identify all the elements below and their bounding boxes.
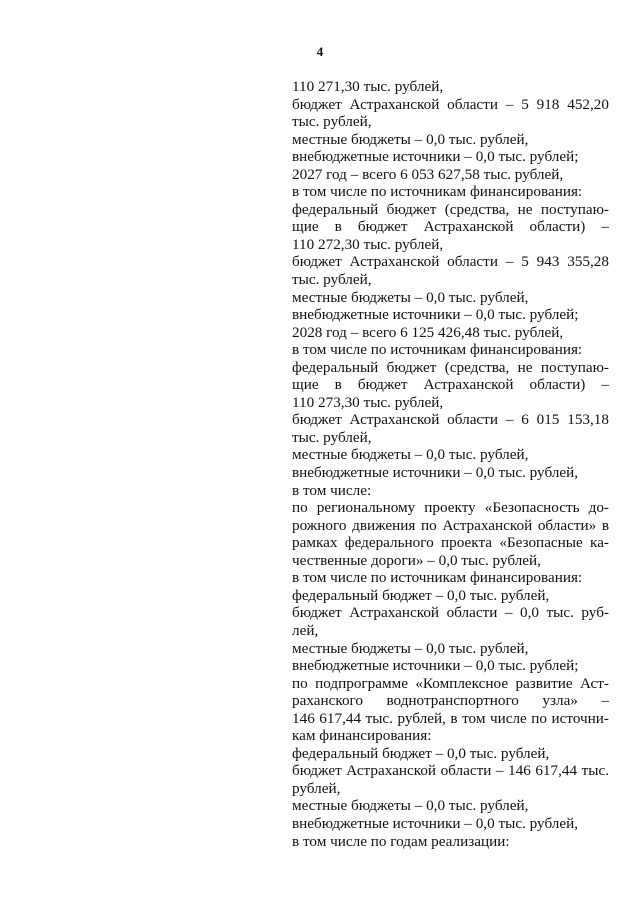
text-line: в том числе по источникам финансирования: xyxy=(292,341,583,359)
text-line: 110 272,30 тыс. рублей, xyxy=(292,235,444,253)
text-line: рожного движения по Астраханской области» в xyxy=(292,516,609,534)
text-line: внебюджетные источники – 0,0 тыс. рублей; xyxy=(292,148,579,166)
text-line: чественные дороги» – 0,0 тыс. рублей, xyxy=(292,551,541,569)
text-line: бюджет Астраханской области – 5 918 452,20 xyxy=(292,95,609,113)
text-line: местные бюджеты – 0,0 тыс. рублей, xyxy=(292,797,529,815)
text-line: тыс. рублей, xyxy=(292,113,372,131)
text-line: по региональному проекту «Безопасность до- xyxy=(292,499,609,517)
text-line: в том числе: xyxy=(292,481,372,499)
document-body xyxy=(292,78,609,850)
text-line: бюджет Астраханской области – 146 617,44 тыс. xyxy=(292,762,609,780)
text-line: лей, xyxy=(292,621,319,639)
text-line: федеральный бюджет (средства, не поступаю- xyxy=(292,358,609,376)
text-line: внебюджетные источники – 0,0 тыс. рублей, xyxy=(292,814,579,832)
text-line: 2028 год – всего 6 125 426,48 тыс. рублей, xyxy=(292,323,564,341)
text-line: 146 617,44 тыс. рублей, в том числе по источни- xyxy=(292,709,609,727)
text-line: по подпрограмме «Комплексное развитие Аст- xyxy=(292,674,609,692)
text-line: 110 273,30 тыс. рублей, xyxy=(292,393,444,411)
text-line: федеральный бюджет – 0,0 тыс. рублей, xyxy=(292,744,550,762)
text-line: местные бюджеты – 0,0 тыс. рублей, xyxy=(292,288,529,306)
text-line: в том числе по источникам финансирования: xyxy=(292,569,583,587)
text-line: местные бюджеты – 0,0 тыс. рублей, xyxy=(292,446,529,464)
text-line: 110 271,30 тыс. рублей, xyxy=(292,78,444,95)
text-line: рамках федерального проекта «Безопасные ка- xyxy=(292,534,609,552)
text-line: бюджет Астраханской области – 0,0 тыс. руб- xyxy=(292,604,609,622)
text-line: федеральный бюджет (средства, не поступаю- xyxy=(292,200,609,218)
text-line: бюджет Астраханской области – 5 943 355,28 xyxy=(292,253,609,271)
page-number: 4 xyxy=(316,44,324,59)
text-line: местные бюджеты – 0,0 тыс. рублей, xyxy=(292,130,529,148)
text-line: федеральный бюджет – 0,0 тыс. рублей, xyxy=(292,586,550,604)
text-line: внебюджетные источники – 0,0 тыс. рублей; xyxy=(292,657,579,675)
text-line: внебюджетные источники – 0,0 тыс. рублей, xyxy=(292,464,579,482)
text-line: щие в бюджет Астраханской области) – xyxy=(292,218,609,236)
text-line: бюджет Астраханской области – 6 015 153,18 xyxy=(292,411,609,429)
text-line: в том числе по годам реализации: xyxy=(292,832,510,850)
text-line: кам финансирования: xyxy=(292,727,432,745)
text-line: местные бюджеты – 0,0 тыс. рублей, xyxy=(292,639,529,657)
text-line: тыс. рублей, xyxy=(292,271,372,289)
text-line: щие в бюджет Астраханской области) – xyxy=(292,376,609,394)
text-line: 2027 год – всего 6 053 627,58 тыс. рублей, xyxy=(292,165,564,183)
text-line: тыс. рублей, xyxy=(292,428,372,446)
text-line: рублей, xyxy=(292,779,341,797)
text-line: в том числе по источникам финансирования: xyxy=(292,183,583,201)
text-line: раханского воднотранспортного узла» – xyxy=(292,692,609,710)
text-line: внебюджетные источники – 0,0 тыс. рублей; xyxy=(292,306,579,324)
